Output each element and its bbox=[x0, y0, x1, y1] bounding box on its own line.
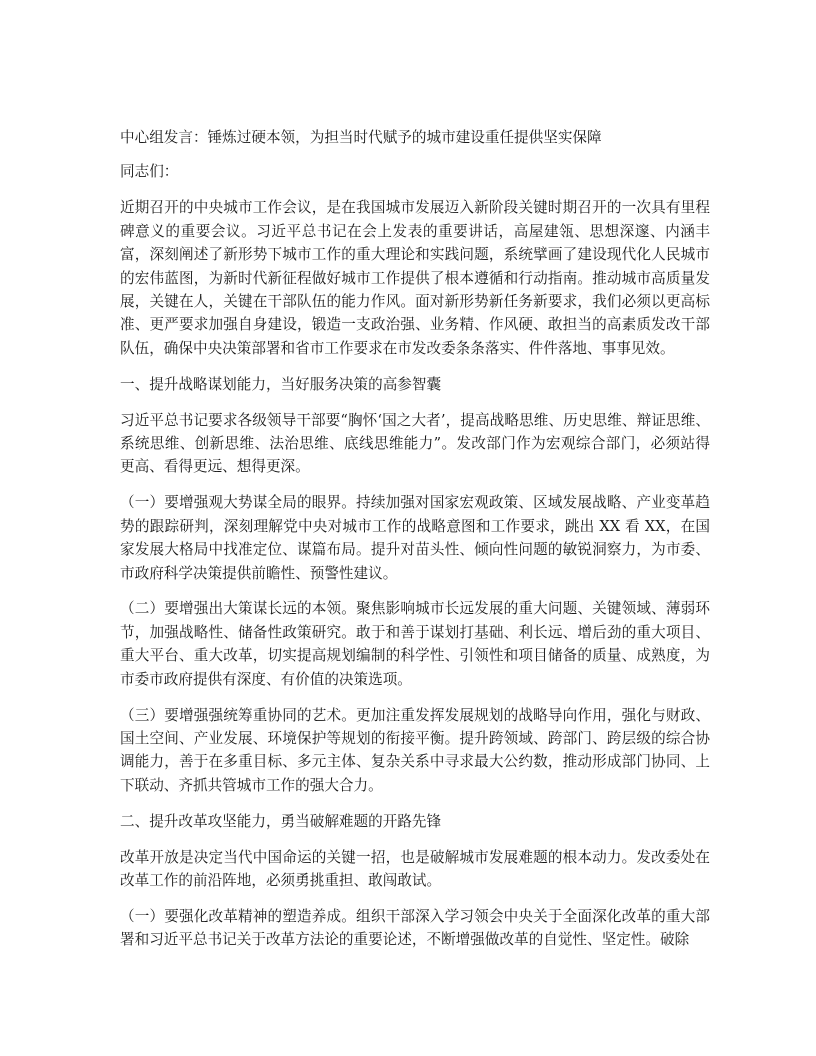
section-1-item-1: （一）要增强观大势谋全局的眼界。持续加强对国家宏观政策、区域发展战略、产业变革趋势的跟踪研判，深刻理解党中央对城市工作的战略意图和工作要求，跳出 XX 看 XX，在国家发展大格局中找准定位、谋篇布局。提升对苗头性、倾向性问题的敏锐洞察力，为市委、市政府科学决策提供前瞻性、预警性建议。 bbox=[120, 494, 710, 582]
salutation: 同志们： bbox=[120, 163, 179, 181]
document-title: 中心组发言：锤炼过硬本领，为担当时代赋予的城市建设重任提供坚实保障 bbox=[120, 129, 602, 146]
section-2-heading: 二、提升改革攻坚能力，勇当破解难题的开路先锋 bbox=[120, 812, 442, 830]
section-1-heading: 一、提升战略谋划能力，当好服务决策的高参智囊 bbox=[120, 375, 442, 393]
section-1-intro: 习近平总书记要求各级领导干部要“胸怀‘国之大者’，提高战略思维、历史思维、辩证思维、系统思维、创新思维、法治思维、底线思维能力”。发改部门作为宏观综合部门，必须站得更高、看得更远、想得更深。 bbox=[120, 411, 710, 476]
intro-paragraph: 近期召开的中央城市工作会议，是在我国城市发展迈入新阶段关键时期召开的一次具有里程碑意义的重要会议。习近平总书记在会上发表的重要讲话，高屋建瓴、思想深邃、内涵丰富，深刻阐述了新形势下城市工作的重大理论和实践问题，系统擘画了建设现代化人民城市的宏伟蓝图，为新时代新征程做好城市工作提供了根本遵循和行动指南。推动城市高质量发展，关键在人，关键在干部队伍的能力作风。面对新形势新任务新要求，我们必须以更高标准、更严要求加强自身建设，锻造一支政治强、业务精、作风硬、敢担当的高素质发改干部队伍，确保中央决策部署和省市工作要求在市发改委条条落实、件件落地、事事见效。 bbox=[120, 199, 710, 357]
document-page bbox=[120, 126, 710, 964]
section-2-item-1: （一）要强化改革精神的塑造养成。组织干部深入学习领会中央关于全面深化改革的重大部署和习近平总书记关于改革方法论的重要论述，不断增强做改革的自觉性、坚定性。破除 bbox=[120, 907, 710, 949]
section-1-item-3: （三）要增强强统筹重协同的艺术。更加注重发挥发展规划的战略导向作用，强化与财政、国土空间、产业发展、环境保护等规划的衔接平衡。提升跨领域、跨部门、跨层级的综合协调能力，善于在多重目标、多元主体、复杂关系中寻求最大公约数，推动形成部门协同、上下联动、齐抓共管城市工作的强大合力。 bbox=[120, 706, 710, 794]
section-2-intro: 改革开放是决定当代中国命运的关键一招，也是破解城市发展难题的根本动力。发改委处在改革工作的前沿阵地，必须勇挑重担、敢闯敢试。 bbox=[120, 848, 710, 889]
section-1-item-2: （二）要增强出大策谋长远的本领。聚焦影响城市长远发展的重大问题、关键领域、薄弱环节，加强战略性、储备性政策研究。敢于和善于谋划打基础、利长远、增后劲的重大项目、重大平台、重大改革，切实提高规划编制的科学性、引领性和项目储备的质量、成熟度，为市委市政府提供有深度、有价值的决策选项。 bbox=[120, 600, 710, 688]
